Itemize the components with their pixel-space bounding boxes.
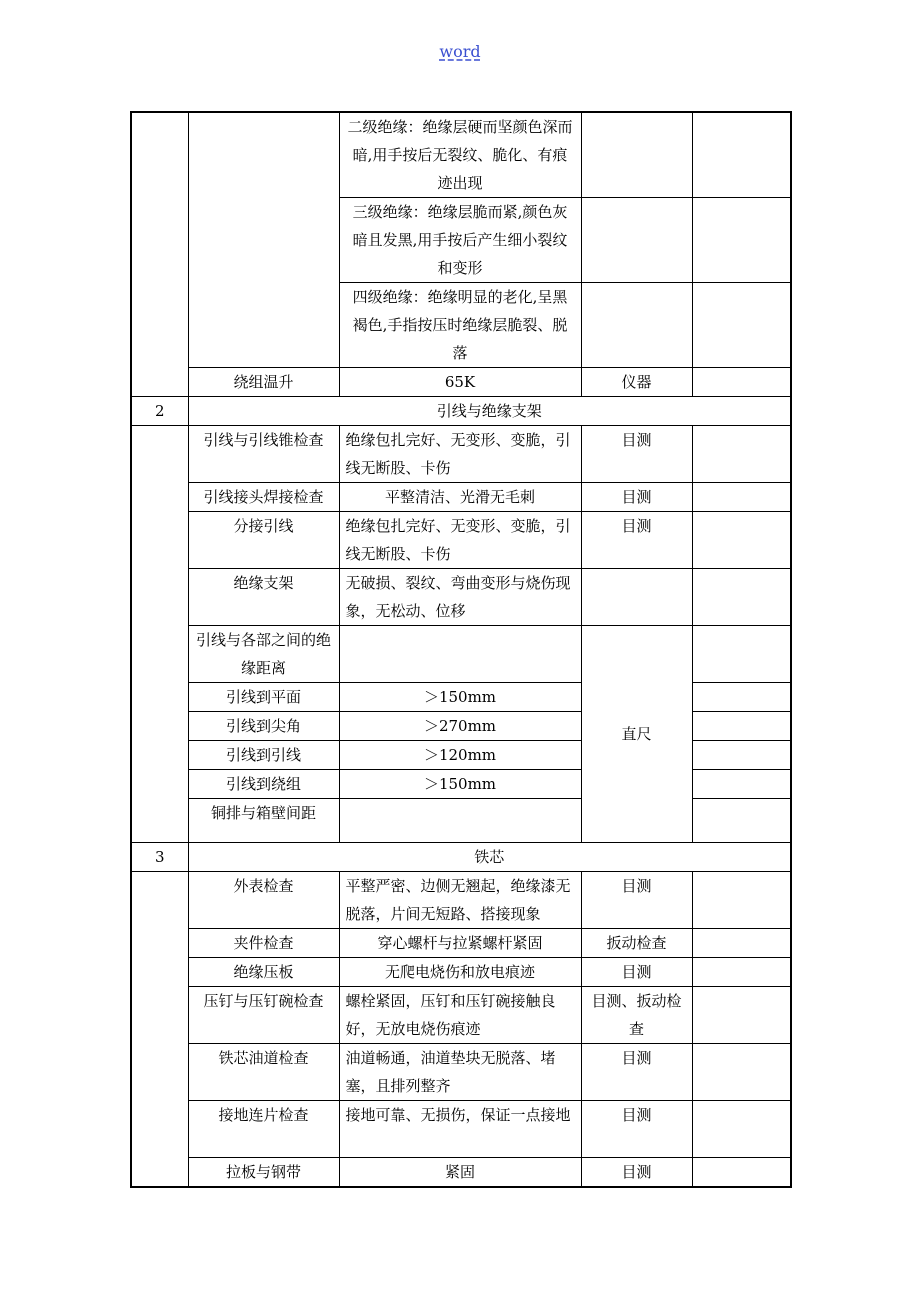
inspection-table (130, 111, 792, 1188)
table-row (131, 741, 791, 770)
standard-cell: ＞150mm (339, 683, 581, 712)
method-cell: 目测 (581, 483, 692, 512)
item-cell: 拉板与钢带 (188, 1158, 339, 1188)
method-cell: 直尺 (581, 626, 692, 843)
result-cell (692, 712, 791, 741)
table-row (131, 368, 791, 397)
result-cell (692, 283, 791, 368)
result-cell (692, 929, 791, 958)
result-cell (692, 1044, 791, 1101)
item-cell: 铜排与箱壁间距 (188, 799, 339, 843)
method-cell: 目测 (581, 958, 692, 987)
result-cell (692, 958, 791, 987)
standard-cell: 65K (339, 368, 581, 397)
result-cell (692, 770, 791, 799)
method-cell: 目测 (581, 426, 692, 483)
standard-cell: 无破损、裂纹、弯曲变形与烧伤现象，无松动、位移 (339, 569, 581, 626)
standard-cell: ＞120mm (339, 741, 581, 770)
item-cell: 引线接头焊接检查 (188, 483, 339, 512)
standard-cell: ＞150mm (339, 770, 581, 799)
result-cell (692, 799, 791, 843)
method-cell: 目测 (581, 1044, 692, 1101)
header-word-link[interactable]: word (439, 42, 481, 61)
standard-cell: 接地可靠、无损伤，保证一点接地 (339, 1101, 581, 1158)
table-row (131, 872, 791, 929)
method-cell (581, 569, 692, 626)
standard-cell: ＞270mm (339, 712, 581, 741)
table-row (131, 1044, 791, 1101)
table-row (131, 426, 791, 483)
item-cell: 夹件检查 (188, 929, 339, 958)
table-row (131, 112, 791, 198)
section-header-row (131, 397, 791, 426)
result-cell (692, 569, 791, 626)
table-row (131, 1101, 791, 1158)
item-cell: 引线到绕组 (188, 770, 339, 799)
item-cell: 引线到尖角 (188, 712, 339, 741)
result-cell (692, 198, 791, 283)
section-number-cell (131, 872, 188, 1188)
standard-cell: 紧固 (339, 1158, 581, 1188)
item-cell: 引线到平面 (188, 683, 339, 712)
method-cell: 目测 (581, 872, 692, 929)
item-cell: 绝缘压板 (188, 958, 339, 987)
table-row (131, 929, 791, 958)
standard-cell: 绝缘包扎完好、无变形、变脆，引线无断股、卡伤 (339, 512, 581, 569)
result-cell (692, 872, 791, 929)
section-title: 铁芯 (188, 843, 791, 872)
item-cell: 外表检查 (188, 872, 339, 929)
standard-cell (339, 626, 581, 683)
result-cell (692, 1101, 791, 1158)
method-cell (581, 283, 692, 368)
result-cell (692, 1158, 791, 1188)
table-row (131, 958, 791, 987)
item-cell: 铁芯油道检查 (188, 1044, 339, 1101)
method-cell: 目测、扳动检查 (581, 987, 692, 1044)
table-row (131, 683, 791, 712)
table-row (131, 799, 791, 843)
standard-cell: 螺栓紧固，压钉和压钉碗接触良好，无放电烧伤痕迹 (339, 987, 581, 1044)
standard-cell: 穿心螺杆与拉紧螺杆紧固 (339, 929, 581, 958)
section-number: 3 (131, 843, 188, 872)
item-cell: 压钉与压钉碗检查 (188, 987, 339, 1044)
section-number: 2 (131, 397, 188, 426)
result-cell (692, 112, 791, 198)
method-cell: 仪器 (581, 368, 692, 397)
method-cell: 目测 (581, 1101, 692, 1158)
standard-cell (339, 799, 581, 843)
table-row (131, 987, 791, 1044)
result-cell (692, 368, 791, 397)
standard-cell: 无爬电烧伤和放电痕迹 (339, 958, 581, 987)
item-cell: 引线到引线 (188, 741, 339, 770)
standard-cell: 油道畅通，油道垫块无脱落、堵塞，且排列整齐 (339, 1044, 581, 1101)
section-number-cell (131, 426, 188, 843)
result-cell (692, 987, 791, 1044)
standard-cell: 绝缘包扎完好、无变形、变脆，引线无断股、卡伤 (339, 426, 581, 483)
table-row (131, 569, 791, 626)
standard-cell: 二级绝缘：绝缘层硬而坚颜色深而暗,用手按后无裂纹、脆化、有痕迹出现 (339, 112, 581, 198)
result-cell (692, 741, 791, 770)
section-title: 引线与绝缘支架 (188, 397, 791, 426)
standard-cell: 平整严密、边侧无翘起，绝缘漆无脱落，片间无短路、搭接现象 (339, 872, 581, 929)
standard-cell: 平整清洁、光滑无毛刺 (339, 483, 581, 512)
table-row (131, 626, 791, 683)
section-number-cell (131, 112, 188, 397)
item-cell (188, 112, 339, 368)
item-cell: 接地连片检查 (188, 1101, 339, 1158)
method-cell: 目测 (581, 1158, 692, 1188)
standard-cell: 三级绝缘：绝缘层脆而紧,颜色灰暗且发黑,用手按后产生细小裂纹和变形 (339, 198, 581, 283)
result-cell (692, 626, 791, 683)
item-cell: 绝缘支架 (188, 569, 339, 626)
table-row (131, 483, 791, 512)
method-cell (581, 112, 692, 198)
result-cell (692, 483, 791, 512)
item-cell: 绕组温升 (188, 368, 339, 397)
section-header-row (131, 843, 791, 872)
item-cell: 分接引线 (188, 512, 339, 569)
item-cell: 引线与各部之间的绝缘距离 (188, 626, 339, 683)
method-cell: 扳动检查 (581, 929, 692, 958)
method-cell (581, 198, 692, 283)
item-cell: 引线与引线锥检查 (188, 426, 339, 483)
method-cell: 目测 (581, 512, 692, 569)
table-row (131, 712, 791, 741)
table-row (131, 770, 791, 799)
standard-cell: 四级绝缘：绝缘明显的老化,呈黑褐色,手指按压时绝缘层脆裂、脱落 (339, 283, 581, 368)
result-cell (692, 683, 791, 712)
table-row (131, 512, 791, 569)
result-cell (692, 426, 791, 483)
table-row (131, 1158, 791, 1188)
result-cell (692, 512, 791, 569)
